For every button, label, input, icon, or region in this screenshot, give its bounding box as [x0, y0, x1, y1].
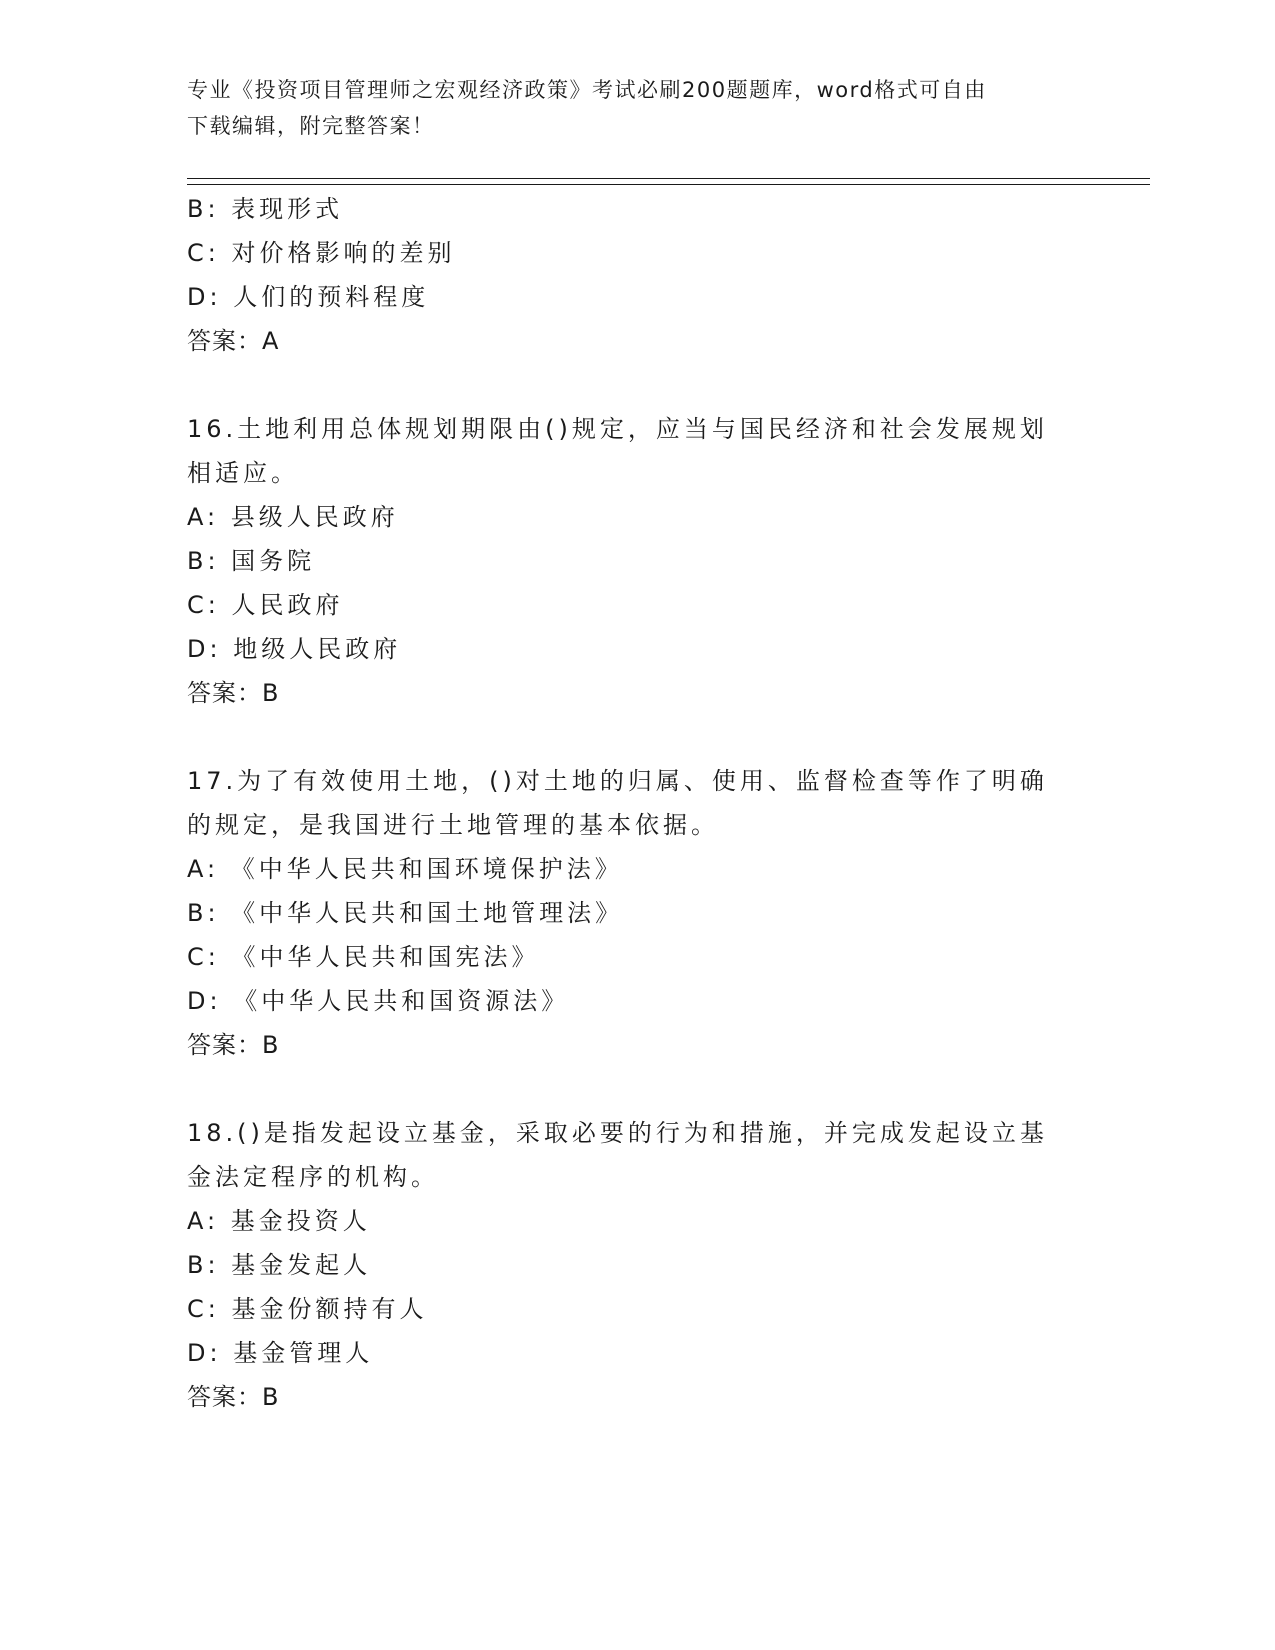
q16-option-c: C: 人民政府: [187, 591, 344, 619]
q16-option-a: A: 县级人民政府: [187, 503, 399, 531]
q17-answer: 答案：B: [187, 1031, 280, 1059]
header-line-2: 下载编辑，附完整答案！: [187, 114, 435, 138]
prev-option-b: B: 表现形式: [187, 195, 344, 223]
prev-option-d: D: 人们的预料程度: [187, 283, 430, 311]
q18-option-d: D: 基金管理人: [187, 1339, 374, 1367]
prev-answer: 答案：A: [187, 327, 280, 355]
q17-option-d: D: 《中华人民共和国资源法》: [187, 987, 570, 1015]
header-rule-top: [187, 178, 1150, 179]
q16-option-b: B: 国务院: [187, 547, 316, 575]
q18-answer: 答案：B: [187, 1383, 280, 1411]
header-line-1: 专业《投资项目管理师之宏观经济政策》考试必刷200题题库，word格式可自由: [187, 78, 987, 102]
q16-stem-line-2: 相适应。: [187, 459, 299, 487]
q16-stem-line-1: 16.土地利用总体规划期限由()规定，应当与国民经济和社会发展规划: [187, 415, 1048, 443]
q16-answer: 答案：B: [187, 679, 280, 707]
q16-option-d: D: 地级人民政府: [187, 635, 402, 663]
q17-option-b: B: 《中华人民共和国土地管理法》: [187, 899, 624, 927]
document-header: [187, 72, 1067, 144]
q17-stem-line-2: 的规定，是我国进行土地管理的基本依据。: [187, 811, 719, 839]
header-rule-bottom: [187, 184, 1150, 185]
q18-option-c: C: 基金份额持有人: [187, 1295, 428, 1323]
q18-stem-line-2: 金法定程序的机构。: [187, 1163, 439, 1191]
q17-stem-line-1: 17.为了有效使用土地，()对土地的归属、使用、监督检查等作了明确: [187, 767, 1048, 795]
q17-option-c: C: 《中华人民共和国宪法》: [187, 943, 540, 971]
q18-stem-line-1: 18.()是指发起设立基金，采取必要的行为和措施，并完成发起设立基: [187, 1119, 1048, 1147]
prev-option-c: C: 对价格影响的差别: [187, 239, 456, 267]
q18-option-b: B: 基金发起人: [187, 1251, 372, 1279]
q18-option-a: A: 基金投资人: [187, 1207, 371, 1235]
q17-option-a: A: 《中华人民共和国环境保护法》: [187, 855, 623, 883]
